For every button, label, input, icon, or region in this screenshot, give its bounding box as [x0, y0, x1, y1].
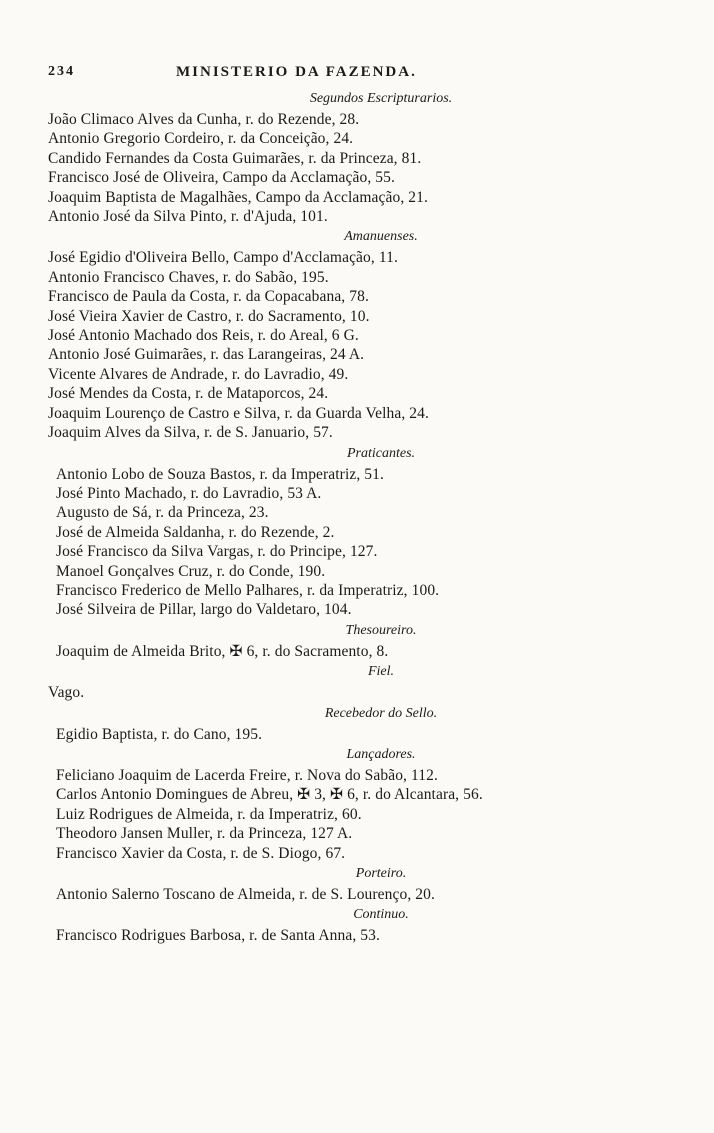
list-item: Joaquim Baptista de Magalhães, Campo da Acclamação, 21.	[48, 188, 428, 206]
section-heading: Porteiro.	[355, 866, 407, 881]
page-title: MINISTERIO DA FAZENDA.	[176, 64, 417, 80]
entry-list	[48, 683, 674, 702]
list-item: Vago.	[48, 684, 85, 702]
section-lancadores	[48, 744, 674, 863]
list-item: Manoel Gonçalves Cruz, r. do Conde, 190.	[56, 562, 326, 580]
page-number: 234	[48, 64, 75, 79]
list-item: Francisco José de Oliveira, Campo da Acclamação, 55.	[48, 169, 395, 187]
list-item: Candido Fernandes da Costa Guimarães, r. da Princeza, 81.	[48, 149, 422, 167]
section-heading: Segundos Escripturarios.	[309, 91, 453, 106]
list-item: Egidio Baptista, r. do Cano, 195.	[56, 725, 263, 743]
section-heading: Thesoureiro.	[345, 622, 417, 638]
list-item: Antonio Gregorio Cordeiro, r. da Conceição, 24.	[48, 130, 354, 148]
list-item: Antonio Francisco Chaves, r. do Sabão, 195.	[48, 268, 329, 286]
running-head	[48, 60, 674, 84]
section-continuo	[48, 904, 674, 945]
list-item: José Mendes da Costa, r. de Mataporcos, 24.	[48, 385, 329, 403]
list-item: Antonio Salerno Toscano de Almeida, r. de S. Lourenço, 20.	[56, 886, 435, 903]
list-item: Antonio José Guimarães, r. das Larangeiras, 24 A.	[48, 346, 365, 364]
section-heading: Lançadores.	[346, 746, 416, 762]
section-recebedor-do-sello	[48, 703, 674, 744]
list-item: João Climaco Alves da Cunha, r. do Rezende, 28.	[48, 111, 360, 128]
entry-list	[48, 926, 674, 945]
section-heading: Continuo.	[353, 907, 409, 923]
section-heading: Recebedor do Sello.	[324, 705, 438, 721]
entry-list	[48, 110, 674, 226]
list-item: Francisco Rodrigues Barbosa, r. de Santa Anna, 53.	[56, 927, 380, 945]
section-praticantes	[48, 443, 674, 620]
entry-list	[48, 766, 674, 863]
list-item: José Francisco da Silva Vargas, r. do Principe, 127.	[56, 543, 378, 561]
list-item: Carlos Antonio Domingues de Abreu, ✠ 3, ✠ 6, r. do Alcantara, 56.	[56, 786, 483, 804]
list-item: Vicente Alvares de Andrade, r. do Lavradio, 49.	[48, 365, 349, 383]
list-item: Antonio José da Silva Pinto, r. d'Ajuda, 101.	[48, 208, 328, 226]
list-item: José de Almeida Saldanha, r. do Rezende, 2.	[56, 523, 335, 541]
section-heading: Praticantes.	[346, 445, 416, 461]
list-item: José Antonio Machado dos Reis, r. do Areal, 6 G.	[48, 327, 359, 345]
list-item: Francisco Frederico de Mello Palhares, r. da Imperatriz, 100.	[56, 581, 440, 599]
section-heading: Amanuenses.	[344, 229, 418, 245]
list-item: Joaquim de Almeida Brito, ✠ 6, r. do Sacramento, 8.	[56, 642, 389, 660]
list-item: Luiz Rodrigues de Almeida, r. da Imperatriz, 60.	[56, 805, 362, 823]
section-segundos-escripturarios	[48, 88, 674, 226]
section-heading: Fiel.	[367, 664, 395, 680]
entry-list	[48, 248, 674, 442]
entry-list	[48, 725, 674, 744]
list-item: Francisco de Paula da Costa, r. da Copacabana, 78.	[48, 288, 369, 306]
list-item: José Egidio d'Oliveira Bello, Campo d'Acclamação, 11.	[48, 249, 398, 267]
list-item: Joaquim Lourenço de Castro e Silva, r. da Guarda Velha, 24.	[48, 404, 429, 422]
entry-list	[48, 465, 674, 620]
list-item: Antonio Lobo de Souza Bastos, r. da Imperatriz, 51.	[56, 465, 384, 483]
list-item: José Silveira de Pillar, largo do Valdetaro, 104.	[56, 601, 352, 619]
entry-list	[48, 642, 674, 661]
section-amanuenses	[48, 226, 674, 442]
list-item: Francisco Xavier da Costa, r. de S. Diogo, 67.	[56, 844, 346, 862]
section-fiel	[48, 661, 674, 702]
section-porteiro	[48, 863, 674, 904]
list-item: José Vieira Xavier de Castro, r. do Sacramento, 10.	[48, 307, 370, 325]
list-item: Theodoro Jansen Muller, r. da Princeza, 127 A.	[56, 825, 353, 843]
list-item: Augusto de Sá, r. da Princeza, 23.	[56, 504, 269, 522]
entry-list	[48, 885, 674, 904]
section-thesoureiro	[48, 620, 674, 661]
list-item: Feliciano Joaquim de Lacerda Freire, r. Nova do Sabão, 112.	[56, 766, 438, 784]
list-item: José Pinto Machado, r. do Lavradio, 53 A.	[56, 484, 322, 502]
list-item: Joaquim Alves da Silva, r. de S. Januario, 57.	[48, 424, 333, 442]
